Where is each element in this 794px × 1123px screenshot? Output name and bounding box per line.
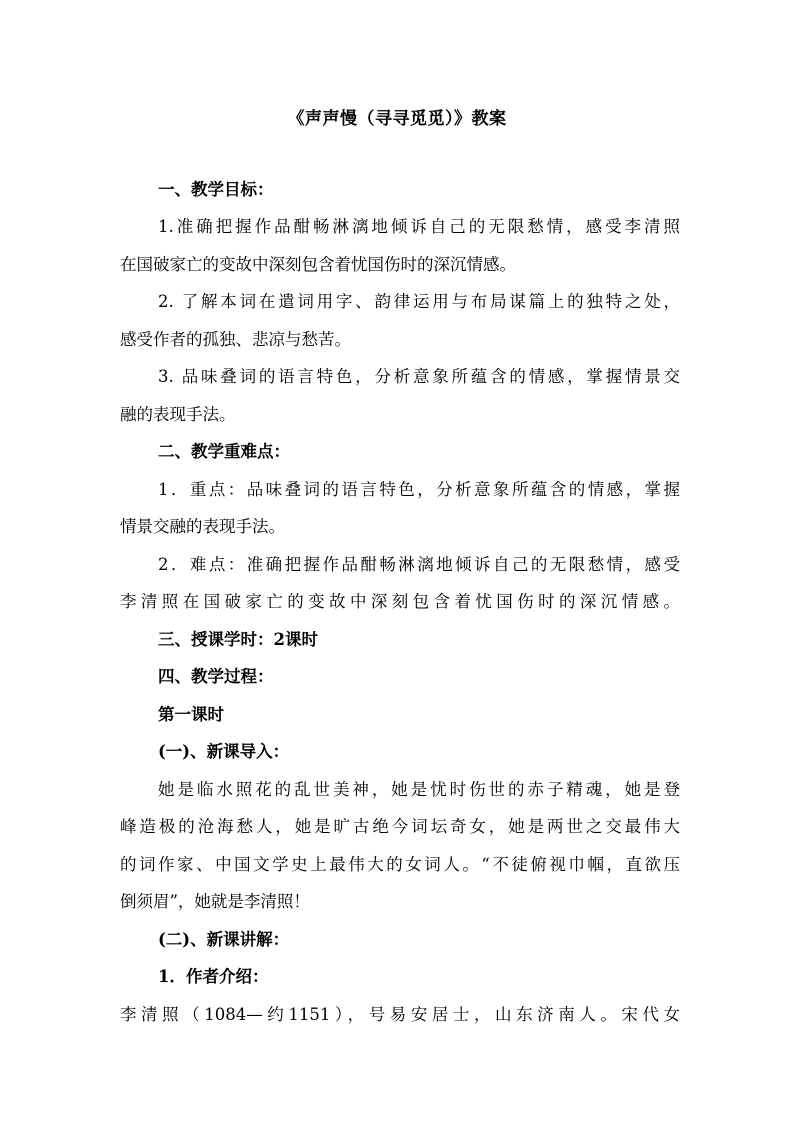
section-heading-teaching-objectives: 一、教学目标： <box>158 180 274 199</box>
section-heading-key-points: 二、教学重难点： <box>158 442 290 461</box>
subsection-heading-introduction: (一)、新课导入： <box>158 742 290 761</box>
paragraph-line: 李清照（1084—约1151），号易安居士，山东济南人。宋代女 <box>120 1005 680 1024</box>
paragraph-line: 的词作家、中国文学史上最伟大的女词人。“不徒俯视巾帼，直欲压 <box>120 855 680 874</box>
document-title: 《声声慢（寻寻觅觅）》教案 <box>287 109 507 129</box>
paragraph-line: 1.准确把握作品酣畅淋漓地倾诉自己的无限愁情，感受李清照 <box>158 217 680 236</box>
paragraph-line: 2．难点：准确把握作品酣畅淋漓地倾诉自己的无限愁情，感受 <box>158 555 680 574</box>
paragraph-line: 在国破家亡的变故中深刻包含着忧国伤时的深沉情感。 <box>120 255 516 274</box>
paragraph-line: 3. 品味叠词的语言特色，分析意象所蕴含的情感，掌握情景交 <box>158 367 680 386</box>
section-heading-teaching-process: 四、教学过程： <box>158 667 274 686</box>
paragraph-line: 2. 了解本词在遣词用字、韵律运用与布局谋篇上的独特之处， <box>158 292 680 311</box>
paragraph-line: 李清照在国破家亡的变故中深刻包含着忧国伤时的深沉情感。 <box>120 592 680 611</box>
section-heading-class-hours: 三、授课学时：2课时 <box>158 630 318 649</box>
paragraph-line: 峰造极的沧海愁人，她是旷古绝今词坛奇女，她是两世之交最伟大 <box>120 817 680 836</box>
paragraph-line: 感受作者的孤独、悲凉与愁苦。 <box>120 330 351 349</box>
subsection-heading-author-intro: 1．作者介绍： <box>158 967 269 986</box>
subsection-heading-first-lesson: 第一课时 <box>158 705 224 724</box>
subsection-heading-new-lesson: (二)、新课讲解： <box>158 930 290 949</box>
paragraph-line: 融的表现手法。 <box>120 405 236 424</box>
paragraph-line: 情景交融的表现手法。 <box>120 517 285 536</box>
paragraph-line: 她是临水照花的乱世美神，她是忧时伤世的赤子精魂，她是登 <box>158 780 680 799</box>
paragraph-line: 1．重点：品味叠词的语言特色，分析意象所蕴含的情感，掌握 <box>158 480 680 499</box>
paragraph-line: 倒须眉”，她就是李清照！ <box>120 892 310 911</box>
